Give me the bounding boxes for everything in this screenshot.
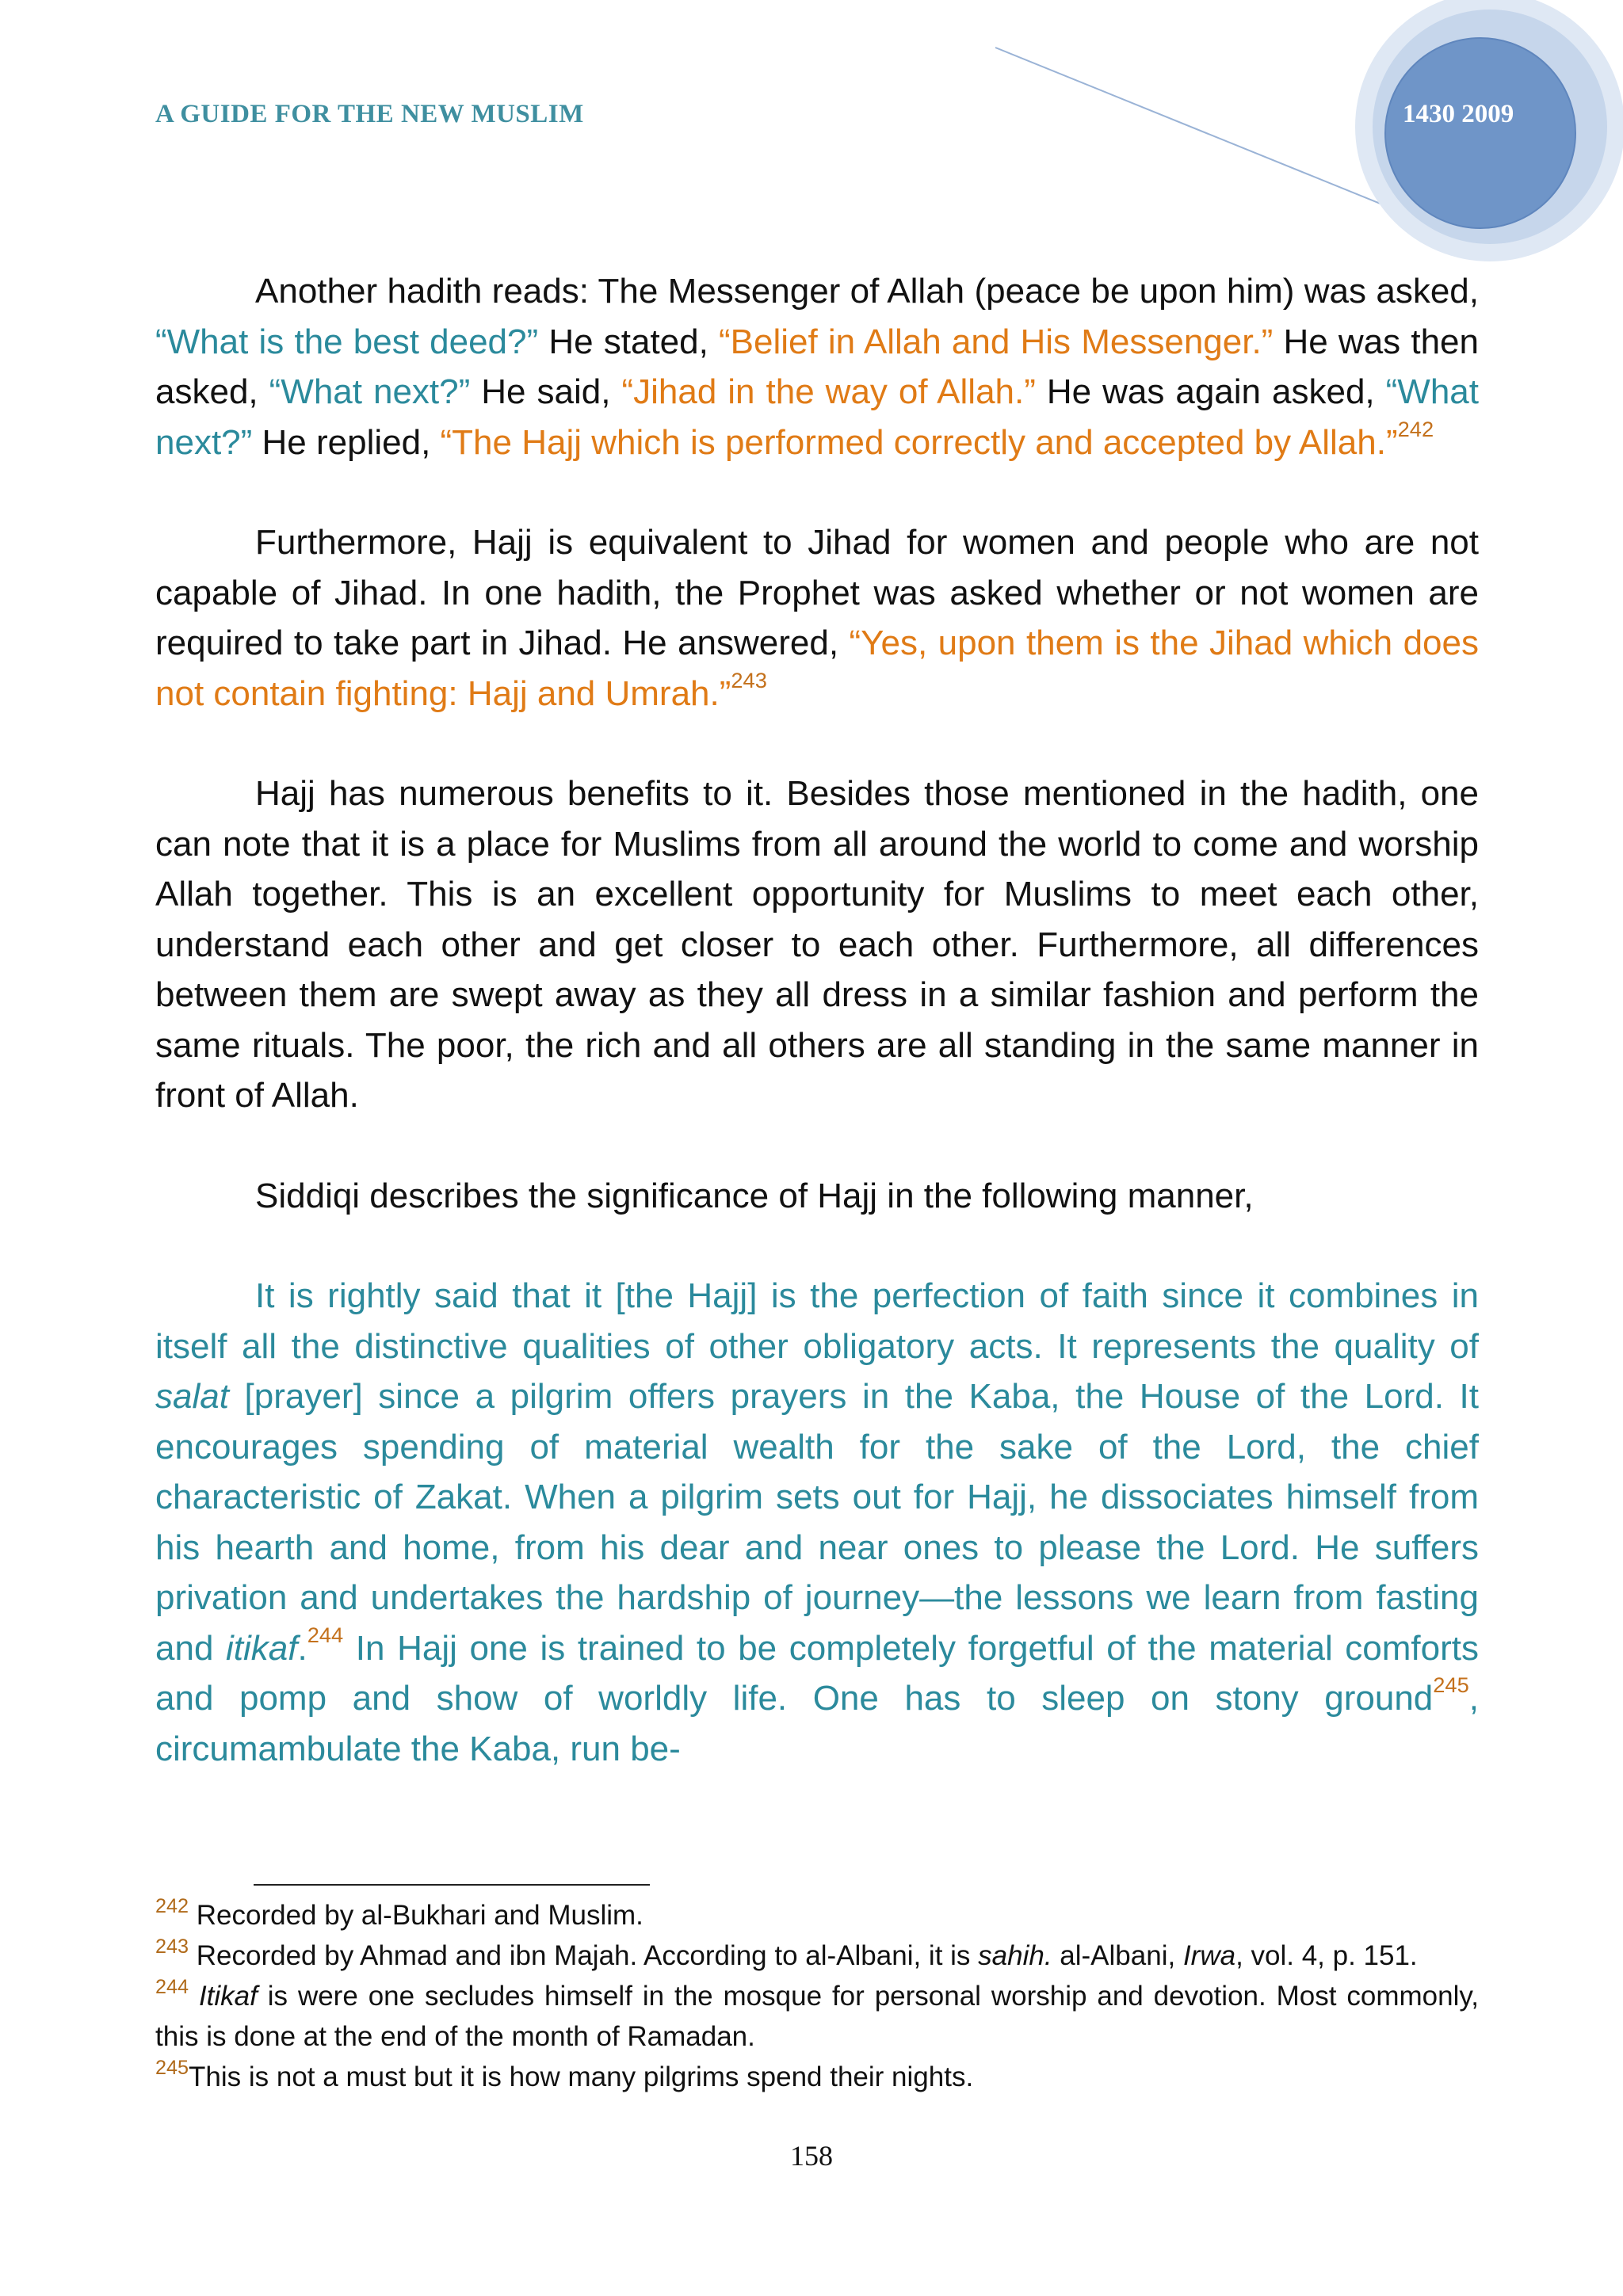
hadith-quote: “Jihad in the way of Allah.” (621, 372, 1036, 411)
text-run: He replied, (252, 422, 441, 462)
question-quote: “What next?” (155, 372, 1479, 462)
footnote-ref-242[interactable]: 242 (1397, 416, 1434, 441)
term-irwa: Irwa (1182, 1940, 1236, 1971)
footnote-242 (155, 1895, 1479, 1936)
page-body (155, 266, 1479, 1774)
footnote-text: is were one secludes himself in the mosque for personal worship and devotion. Most commonly, this is done at the end of the month of Ramadan. (155, 1981, 1479, 2052)
question-quote: “What is the best deed?” (155, 322, 539, 361)
paragraph-hajj-benefits: Hajj has numerous benefits to it. Besides those mentioned in the hadith, one can note that it is a place for Muslims from all around the world to come and worship Allah together. This is an excellent opportunity for Muslims to meet each other, understand each other and get closer to each other. Furthermore, all differences between them are swept away as they all dress in a similar fashion and perform the same rituals. The poor, the rich and all others are all standing in the same manner in front of Allah. (155, 774, 1479, 1115)
term-itikaf: Itikaf (198, 1981, 258, 2012)
page-number: 158 (790, 2140, 833, 2172)
header-decoration (0, 0, 1623, 269)
running-header-year: 1430 2009 (1403, 100, 1514, 128)
footnote-text: This is not a must but it is how many pilgrims spend their nights. (189, 2061, 974, 2092)
hadith-quote: “Yes, upon them is the Jihad which does not contain fighting: Hajj and Umrah.” (155, 624, 1479, 713)
footnote-244 (155, 1976, 1479, 2057)
footnote-number: 242 (155, 1894, 189, 1917)
text-run: . (297, 1628, 307, 1668)
term-salat: salat (155, 1377, 229, 1416)
footnote-number: 244 (155, 1975, 189, 1998)
question-quote: “What next?” (269, 372, 471, 411)
text-run: He said, (470, 372, 622, 411)
footnote-number: 245 (155, 2056, 189, 2079)
term-itikaf: itikaf (226, 1628, 298, 1668)
footnote-ref-244[interactable]: 244 (307, 1622, 344, 1647)
footnote-243 (155, 1936, 1479, 1976)
footnote-text: Recorded by Ahmad and ibn Majah. According to al-Albani, it is (189, 1940, 979, 1971)
paragraph-siddiqi-intro: Siddiqi describes the significance of Hajj in the following manner, (255, 1176, 1254, 1215)
running-header-title: A GUIDE FOR THE NEW MUSLIM (155, 100, 584, 128)
text-run: He was again asked, (1035, 372, 1386, 411)
text-run: It is rightly said that it [the Hajj] is the perfection of faith since it combines in itself all the distinctive qualities of other obligatory acts. It represents the quality of (155, 1276, 1479, 1366)
hadith-quote: “Belief in Allah and His Messenger.” (719, 322, 1274, 361)
text-run: Another hadith reads: The Messenger of Allah (peace be upon him) was asked, (255, 272, 1479, 311)
footnote-245 (155, 2057, 1479, 2097)
term-sahih: sahih. (978, 1940, 1052, 1971)
text-run: Furthermore, Hajj is equivalent to Jihad for women and people who are not capable of Jihad. In one hadith, the Prophet was asked whether or not women are required to take part in Jihad. He answered, (155, 523, 1479, 662)
footnote-divider (254, 1884, 650, 1886)
text-run: , circumambulate the Kaba, run be- (155, 1679, 1479, 1768)
block-quote-siddiqi (155, 1271, 1479, 1774)
footnotes (155, 1895, 1479, 2097)
text-run: In Hajj one is trained to be completely forgetful of the material comforts and pomp and show of worldly life. One has to sleep on stony ground (155, 1628, 1479, 1718)
text-run: He stated, (538, 322, 720, 361)
footnote-text: Recorded by al-Bukhari and Muslim. (189, 1900, 643, 1931)
footnote-ref-245[interactable]: 245 (1433, 1672, 1469, 1698)
footnote-ref-243[interactable]: 243 (731, 667, 767, 692)
footnote-number: 243 (155, 1935, 189, 1958)
text-run: [prayer] since a pilgrim offers prayers in the Kaba, the House of the Lord. It encourages spending of material wealth for the sake of the Lord, the chief characteristic of Zakat. When a pilgrim sets out for Hajj, he dissociates himself from his hearth and home, from his dear and near ones to please the Lord. He suffers privation and undertakes the hardship of journey—the lessons we learn from fasting and (155, 1377, 1479, 1668)
footnote-text: , vol. 4, p. 151. (1235, 1940, 1418, 1971)
paragraph-jihad-women (155, 517, 1479, 719)
footnote-text: al-Albani, (1052, 1940, 1183, 1971)
hadith-quote: “The Hajj which is performed correctly and accepted by Allah.” (440, 422, 1398, 462)
text-run: He was then asked, (155, 322, 1479, 411)
paragraph-best-deed (155, 266, 1479, 467)
